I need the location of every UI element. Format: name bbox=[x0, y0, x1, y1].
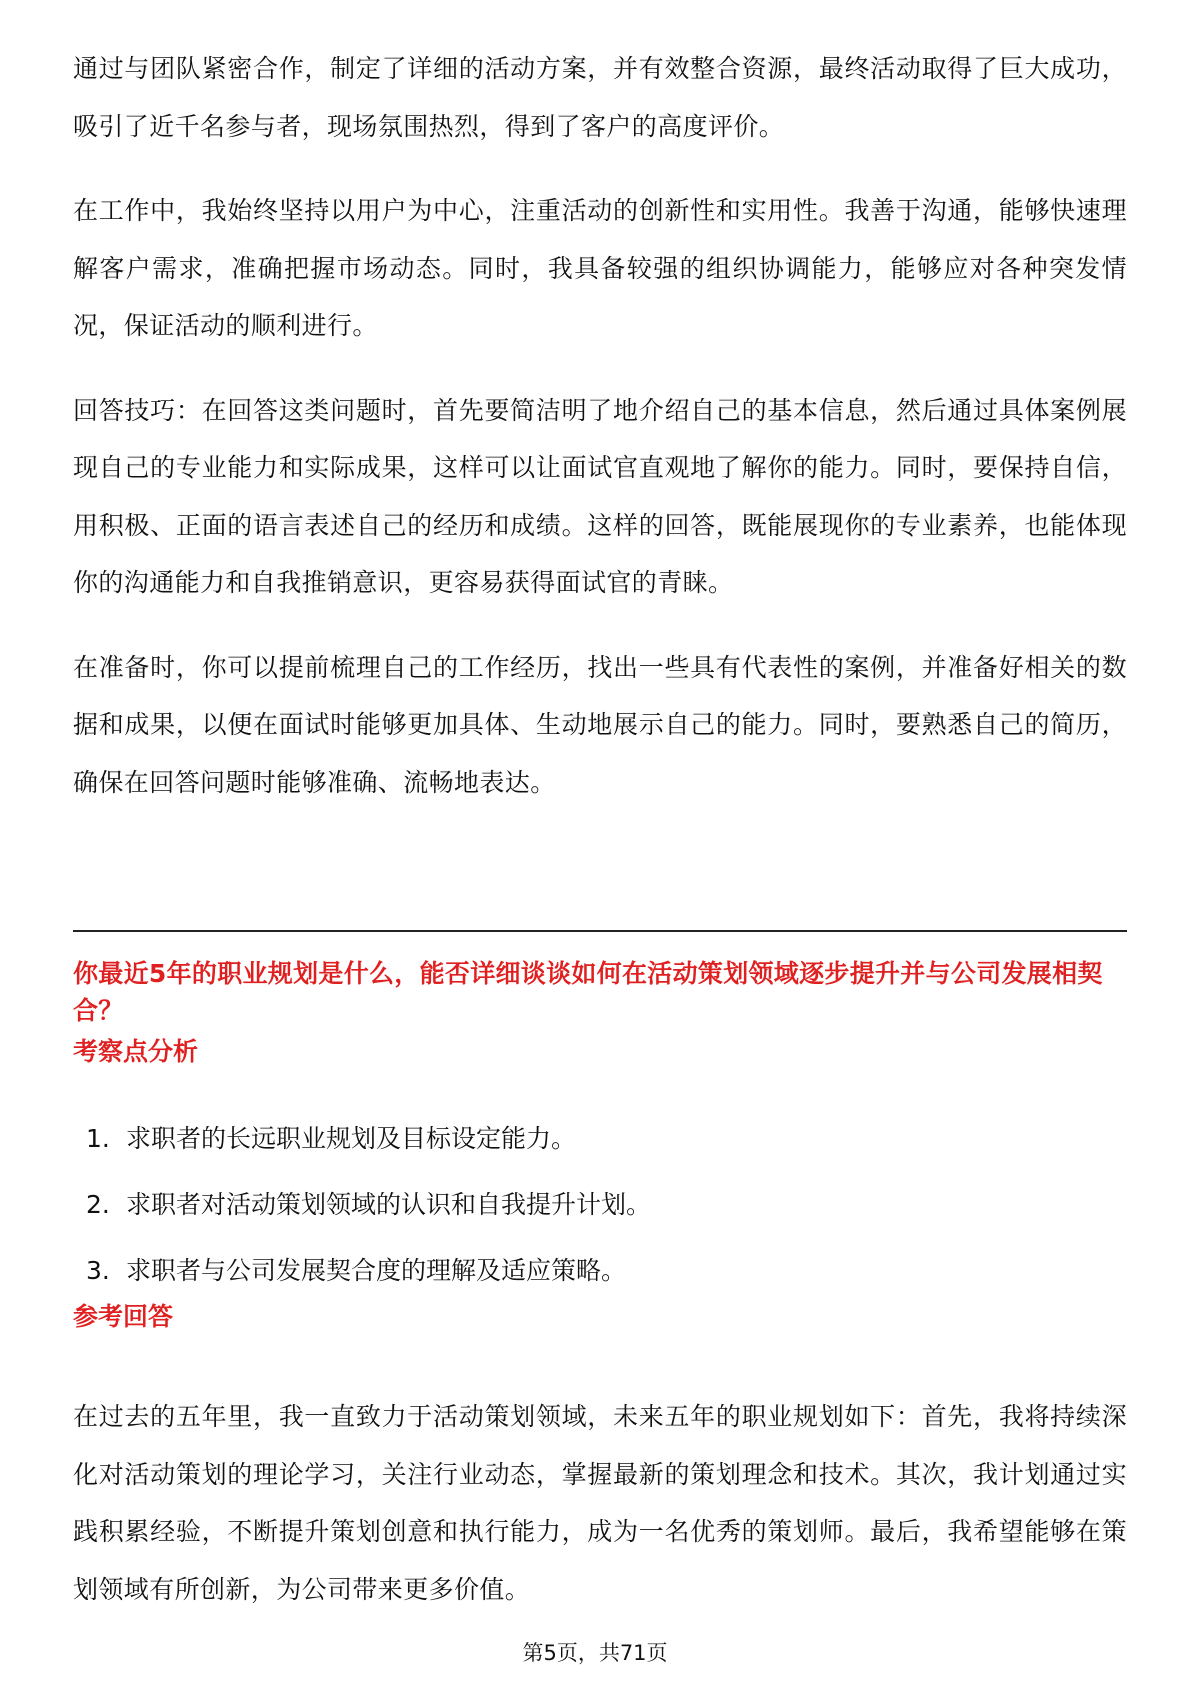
reference-heading: 参考回答 bbox=[73, 1302, 174, 1331]
analysis-list bbox=[86, 1120, 651, 1318]
list-item-text: 求职者与公司发展契合度的理解及适应策略。 bbox=[126, 1256, 627, 1285]
list-item-number: 2. bbox=[86, 1190, 110, 1219]
page-number: 第5页，共71页 bbox=[522, 1641, 668, 1665]
document-body bbox=[73, 40, 1127, 838]
question-heading: 你最近5年的职业规划是什么，能否详细谈谈如何在活动策划领域逐步提升并与公司发展相契合？ bbox=[73, 959, 1103, 1025]
list-item bbox=[86, 1186, 651, 1223]
paragraph-2: 在工作中，我始终坚持以用户为中心，注重活动的创新性和实用性。我善于沟通，能够快速理解客户需求，准确把握市场动态。同时，我具备较强的组织协调能力，能够应对各种突发情况，保证活动的顺利进行。 bbox=[73, 196, 1127, 340]
paragraph-3: 回答技巧：在回答这类问题时，首先要简洁明了地介绍自己的基本信息，然后通过具体案例展现自己的专业能力和实际成果，这样可以让面试官直观地了解你的能力。同时，要保持自信，用积极、正面的语言表述自己的经历和成绩。这样的回答，既能展现你的专业素养，也能体现你的沟通能力和自我推销意识，更容易获得面试官的青睐。 bbox=[73, 395, 1127, 597]
list-item-text: 求职者对活动策划领域的认识和自我提升计划。 bbox=[126, 1190, 652, 1219]
reference-answer: 在过去的五年里，我一直致力于活动策划领域，未来五年的职业规划如下：首先，我将持续深化对活动策划的理论学习，关注行业动态，掌握最新的策划理念和技术。其次，我计划通过实践积累经验，不断提升策划创意和执行能力，成为一名优秀的策划师。最后，我希望能够在策划领域有所创新，为公司带来更多价值。 bbox=[73, 1402, 1127, 1604]
list-item-number: 1. bbox=[86, 1124, 110, 1153]
paragraph-1: 通过与团队紧密合作，制定了详细的活动方案，并有效整合资源，最终活动取得了巨大成功，吸引了近千名参与者，现场氛围热烈，得到了客户的高度评价。 bbox=[73, 54, 1127, 141]
list-item-number: 3. bbox=[86, 1256, 110, 1285]
list-item bbox=[86, 1252, 651, 1289]
section-divider bbox=[73, 930, 1127, 932]
list-item bbox=[86, 1120, 651, 1157]
analysis-heading: 考察点分析 bbox=[73, 1037, 199, 1066]
list-item-text: 求职者的长远职业规划及目标设定能力。 bbox=[126, 1124, 577, 1153]
paragraph-4: 在准备时，你可以提前梳理自己的工作经历，找出一些具有代表性的案例，并准备好相关的数据和成果，以便在面试时能够更加具体、生动地展示自己的能力。同时，要熟悉自己的简历，确保在回答问题时能够准确、流畅地表达。 bbox=[73, 652, 1127, 797]
